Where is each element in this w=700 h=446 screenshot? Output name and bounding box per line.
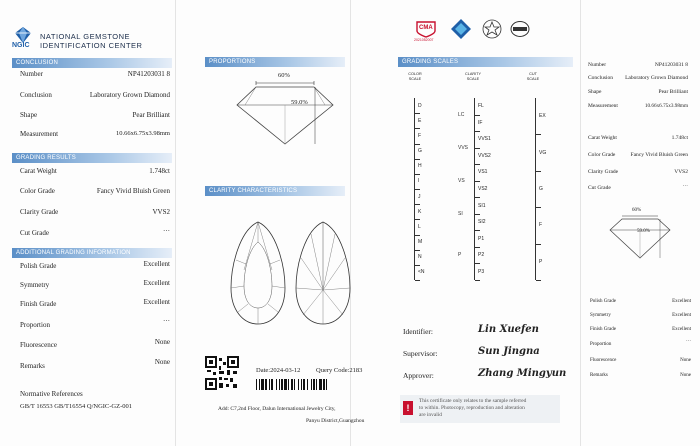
proportion-value: … [163, 315, 170, 323]
barcode-bar [256, 379, 257, 390]
clarity-scale-header: CLARITY SCALE [464, 72, 482, 81]
symmetry-label: Symmetry [20, 281, 50, 289]
supervisor-label: Supervisor: [403, 349, 438, 358]
clarity-scale-grade: P3 [478, 268, 485, 275]
depth-percentage: 59.0% [291, 99, 308, 106]
cut-scale-grade: EX [539, 113, 546, 120]
summary-cut-value: … [682, 182, 688, 188]
summary-proportion-label: Proportion [590, 342, 612, 347]
cut-scale [535, 98, 549, 280]
summary-number-value: NP41203031 8 [654, 62, 688, 68]
summary-clarity-value: VVS2 [674, 169, 688, 175]
color-scale-grade: G [418, 148, 422, 155]
finish-value: Excellent [143, 298, 170, 306]
clarity-scale-tick [475, 181, 480, 182]
symmetry-value: Excellent [143, 279, 170, 287]
carat-label: Carat Weight [20, 167, 57, 175]
section-bar-conclusion: CONCLUSION [12, 58, 172, 68]
summary-fluorescence-label: Fluorescence [590, 358, 617, 363]
summary-polish-label: Polish Grade [590, 299, 616, 304]
color-scale-tick [415, 219, 420, 220]
star-seal-icon [482, 19, 502, 39]
address-line2: Panyu District,Guangzhou [306, 418, 365, 424]
cma-badge-text: CMA [419, 25, 433, 31]
color-scale [414, 98, 428, 280]
cut-scale-grade: VG [539, 149, 547, 156]
issue-date: Date:2024-03-12 [256, 367, 301, 374]
pear-pavilion-diagram [293, 220, 353, 326]
clarity-scale-grade: IF [478, 119, 483, 126]
summary-measurement-label: Measurement [588, 103, 618, 109]
fluorescence-label: Fluorescence [20, 341, 57, 349]
cma-badge-number: 2021052007 [414, 38, 434, 42]
summary-carat-value: 1.748ct [671, 135, 688, 141]
barcode-bar [291, 379, 293, 390]
barcode-bar [259, 379, 260, 390]
conclusion-value: Laboratory Grown Diamond [89, 91, 170, 99]
clarity-scale-tick [475, 197, 480, 198]
clarity-scale-tick [475, 115, 480, 116]
proportions-diagram [225, 70, 345, 150]
polish-value: Excellent [143, 260, 170, 268]
clarity-scale-grade: SI1 [478, 202, 486, 209]
clarity-group-label: VVS [458, 144, 469, 151]
cut-label: Cut Grade [20, 229, 49, 237]
clarity-group-label: SI [458, 210, 463, 217]
section-bar-grading-scales: GRADING SCALES [398, 57, 573, 67]
fold-line [175, 0, 176, 446]
summary-shape-label: Shape [588, 89, 602, 95]
clarity-value: VVS2 [152, 208, 170, 216]
measurement-value: 10.66x6.75x3.98mm [116, 130, 170, 137]
approver-label: Approver: [403, 371, 434, 380]
barcode-bar [269, 379, 270, 390]
section-bar-additional: ADDITIONAL GRADING INFORMATION [12, 248, 172, 258]
barcode-bar [276, 379, 277, 390]
section-bar-clarity-characteristics: CLARITY CHARACTERISTICS [205, 186, 345, 196]
clarity-scale-tick [475, 164, 480, 165]
carat-value: 1.748ct [149, 167, 170, 175]
color-scale-grade: J [418, 193, 421, 200]
color-scale-grade: D [418, 102, 422, 109]
color-scale-grade: K [418, 208, 422, 215]
cut-value: … [163, 225, 170, 233]
barcode-bar [279, 379, 280, 390]
barcode-bar [294, 379, 295, 390]
summary-proportion-value: … [686, 338, 691, 343]
color-value: Fancy Vivid Bluish Green [96, 187, 170, 195]
barcode-bar [311, 379, 312, 390]
color-scale-tick [415, 250, 420, 251]
barcode-bar [323, 379, 325, 390]
color-scale-tick [415, 280, 420, 281]
identifier-label: Identifier: [403, 327, 433, 336]
cut-scale-tick [536, 171, 541, 172]
fold-line [580, 0, 581, 446]
org-name-line1: NATIONAL GEMSTONE [40, 32, 131, 41]
color-label: Color Grade [20, 187, 55, 195]
summary-number-label: Number [588, 62, 607, 68]
clarity-scale-tick [475, 148, 480, 149]
barcode-bar [307, 379, 308, 390]
clarity-scale-tick [475, 131, 480, 132]
org-name-line2: IDENTIFICATION CENTER [40, 41, 143, 50]
cut-scale-header: CUT SCALE [526, 72, 540, 81]
barcode-bar [301, 379, 302, 390]
summary-table-percentage: 60% [632, 208, 642, 213]
summary-carat-label: Carat Weight [588, 135, 617, 141]
summary-measurement-value: 10.66x6.75x3.98mm [644, 103, 688, 109]
conclusion-label: Conclusion [20, 91, 52, 99]
color-scale-tick [415, 265, 420, 266]
color-scale-tick [415, 174, 420, 175]
barcode-bar [284, 379, 287, 390]
summary-color-value: Fancy Vivid Bluish Green [630, 152, 688, 158]
color-scale-grade: F [418, 132, 422, 139]
number-label: Number [20, 70, 43, 78]
barcode-bar [265, 379, 267, 390]
color-scale-grade: E [418, 117, 422, 124]
notice-text [419, 398, 526, 418]
table-percentage: 60% [278, 72, 290, 79]
supervisor-signature: Sun Jingna [478, 346, 540, 357]
section-bar-grading-results: GRADING RESULTS [12, 153, 172, 163]
number-value: NP41203031 8 [127, 70, 170, 78]
shape-value: Pear Brilliant [132, 111, 170, 119]
summary-conclusion-label: Conclusion [588, 75, 614, 81]
finish-label: Finish Grade [20, 300, 57, 308]
color-scale-tick [415, 204, 420, 205]
clarity-label: Clarity Grade [20, 208, 59, 216]
clarity-scale [474, 98, 491, 280]
pear-crown-diagram [228, 220, 288, 326]
clarity-scale-grade: P2 [478, 252, 485, 259]
clarity-scale-tick [475, 247, 480, 248]
clarity-group-label: LC [458, 111, 465, 118]
summary-fluorescence-value: None [680, 358, 691, 363]
color-scale-grade: N [418, 254, 422, 261]
color-scale-header: COLOR SCALE [408, 72, 422, 81]
cut-scale-tick [536, 207, 541, 208]
address-line1: Add: C7,2nd Floor, Dalun International Jewelry City, [218, 406, 336, 412]
notice-box [400, 395, 560, 423]
barcode-bar [298, 379, 299, 390]
barcode-bar [281, 379, 283, 390]
color-scale-tick [415, 159, 420, 160]
summary-symmetry-label: Symmetry [590, 313, 611, 318]
clarity-group-labels [456, 98, 470, 280]
clarity-group-label: P [458, 252, 462, 259]
clarity-scale-tick [475, 263, 480, 264]
summary-proportions-diagram [600, 210, 680, 265]
shape-label: Shape [20, 111, 38, 119]
color-scale-tick [415, 128, 420, 129]
clarity-scale-grade: VS2 [478, 186, 488, 192]
cut-scale-grade: P [539, 258, 543, 265]
summary-shape-value: Pear Brilliant [658, 89, 688, 95]
summary-color-label: Color Grade [588, 152, 616, 158]
barcode-bar [319, 379, 322, 390]
barcode [256, 377, 368, 388]
barcode-bar [261, 379, 264, 390]
color-scale-grade: L [418, 223, 421, 230]
ilac-logo-icon [510, 20, 530, 38]
approver-signature: Zhang Mingyun [478, 368, 567, 379]
clarity-scale-grade: VVS1 [478, 136, 491, 143]
clarity-scale-grade: P1 [478, 235, 485, 242]
clarity-scale-grade: VVS2 [478, 152, 491, 159]
summary-symmetry-value: Excellent [672, 313, 691, 318]
summary-conclusion-value: Laboratory Grown Diamond [625, 75, 688, 81]
cut-scale-tick [536, 280, 541, 281]
fluorescence-value: None [154, 338, 170, 346]
polish-label: Polish Grade [20, 262, 57, 270]
cut-scale-tick [536, 244, 541, 245]
summary-cut-label: Cut Grade [588, 185, 611, 191]
color-scale-grade: <N [418, 269, 425, 276]
clarity-scale-grade: SI2 [478, 219, 486, 226]
clarity-scale-tick [475, 214, 480, 215]
cut-scale-grade: G [539, 186, 543, 192]
barcode-bar [316, 379, 317, 390]
summary-polish-value: Excellent [672, 299, 691, 304]
barcode-bar [326, 379, 327, 390]
summary-finish-value: Excellent [672, 327, 691, 332]
cut-scale-tick [536, 134, 541, 135]
notice-line: to within. Photocopy, reproduction and alteration [419, 404, 525, 411]
summary-remarks-value: None [680, 373, 691, 378]
barcode-bar [288, 379, 289, 390]
color-scale-grade: I [418, 178, 420, 185]
notice-line: are invalid [419, 411, 442, 418]
proportion-label: Proportion [20, 321, 50, 329]
clarity-scale-tick [475, 280, 480, 281]
color-scale-grade: M [418, 239, 423, 246]
color-scale-tick [415, 189, 420, 190]
remarks-value: None [154, 358, 170, 366]
remarks-label: Remarks [20, 362, 45, 370]
section-bar-proportions: PROPORTIONS [205, 57, 345, 67]
cut-scale-grade: F [539, 222, 543, 229]
barcode-bar [313, 379, 315, 390]
clarity-group-label: VS [458, 177, 465, 184]
identifier-signature: Lin Xuefen [478, 324, 539, 335]
query-code: Query Code:2183 [316, 367, 363, 374]
logo-text: NGIC [12, 42, 30, 49]
references-title: Normative References [20, 390, 83, 398]
summary-depth-percentage: 59.0% [637, 229, 650, 234]
color-scale-grade: H [418, 163, 422, 170]
notice-line: This certificate only relates to the sample referred [419, 398, 527, 404]
measurement-label: Measurement [20, 130, 59, 138]
accreditation-logo-icon [450, 18, 472, 40]
references-text: GB/T 16553 GB/T16554 Q/NGIC-GZ-001 [20, 403, 133, 410]
summary-remarks-label: Remarks [590, 373, 608, 378]
summary-clarity-label: Clarity Grade [588, 169, 619, 175]
color-scale-tick [415, 113, 420, 114]
barcode-bar [303, 379, 305, 390]
clarity-scale-grade: FL [478, 103, 484, 110]
summary-finish-label: Finish Grade [590, 327, 616, 332]
barcode-bar [271, 379, 273, 390]
qr-code [205, 356, 239, 390]
warning-icon: ! [403, 401, 413, 415]
color-scale-tick [415, 235, 420, 236]
clarity-scale-tick [475, 230, 480, 231]
color-scale-tick [415, 144, 420, 145]
clarity-scale-grade: VS1 [478, 169, 488, 176]
